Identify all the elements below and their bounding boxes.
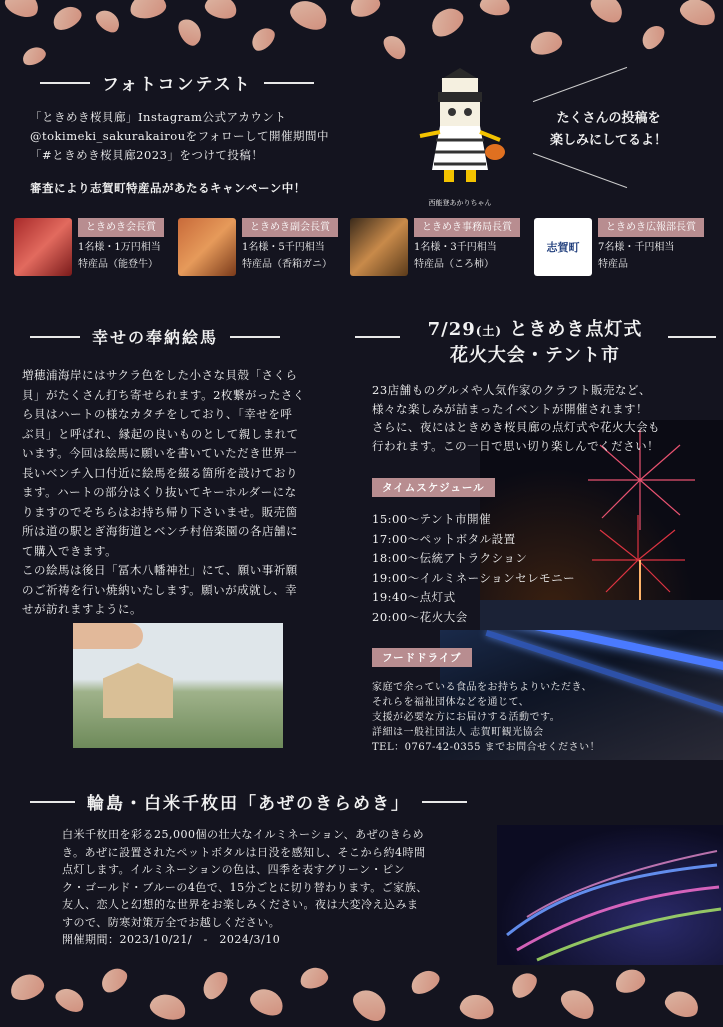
rice-line: すので、防寒対策万全でお越しください。 [62,915,281,929]
award-item [178,218,338,280]
ema-line: せが訪れますように。 [22,602,142,616]
heading-rule [30,336,80,338]
speech-rule [533,153,627,188]
award-persimmon-image [350,218,408,276]
photo-contest-body [30,108,390,198]
heading-rule [422,801,467,803]
schedule-item: 20:00～花火大会 [372,609,468,624]
ema-plaque [103,663,173,718]
mascot-caption: 西能登あかりちゃん [428,199,492,207]
hand [73,623,143,649]
heading-rule [40,82,90,84]
rice-line: 白米千枚田を彩る25,000個の壮大なイルミネーション、あぜのきらめ [62,828,425,841]
food-line: 詳細は一般社団法人 志賀町観光協会 [372,727,544,738]
award-crab-image [178,218,236,276]
award-prize: 特産品（能登牛） [78,259,158,270]
ema-line: ら貝はハートの様なカタチをしており、「幸せを呼 [22,407,293,421]
speech-line: たくさんの投稿を [556,111,661,126]
heading-rule [30,801,75,803]
heading-rule [264,82,314,84]
event-subtitle: 花火大会・テント市 [449,345,621,366]
ema-line: 所は道の駅とぎ海街道とベンチ村倍楽園の各店舗に [22,524,298,538]
contest-line: 「ときめき桜貝廊」Instagram公式アカウント [30,110,287,124]
heading-rule [668,336,716,338]
event-heading [360,315,710,367]
rice-terrace-body [62,826,492,949]
speech-rule [533,67,627,102]
schedule-label: タイムスケジュール [372,478,495,497]
logo-text: 志賀町 [546,241,580,254]
ema-body [22,366,342,620]
award-count: 1名様・5千円相当 [242,242,325,253]
award-count: 1名様・3千円相当 [414,242,497,253]
food-drive-label: フードドライブ [372,648,472,667]
event-desc-line: 行われます。この一日で思い切り楽しんでください！ [372,438,660,453]
ema-line: ぶ貝」と呼ばれ、縁起の良いものとして親しまれて [22,426,299,441]
schedule-item: 19:40～点灯式 [372,590,456,604]
schedule-item: 19:00～イルミネーションセレモニー [372,570,576,585]
rice-terrace-photo [497,825,723,965]
award-count: 7名様・千円相当 [598,242,675,253]
heading-rule [230,336,280,338]
award-prize: 特産品 [598,259,628,270]
ema-line: います。今回は絵馬に願いを書いていただき世界一 [22,446,298,460]
ema-line: この絵馬は後日「冨木八幡神社」にて、願い事祈願 [22,563,298,577]
schedule-item: 18:00～伝統アトラクション [372,551,528,565]
ema-line: 貝」がたくさん打ち寄せられます。2枚繋がったさく [22,387,305,402]
ema-photo [73,623,283,748]
contest-line: 「#ときめき桜貝廊2023」をつけて投稿！ [30,148,264,162]
event-desc-line: 23店舗ものグルメや人気作家のクラフト販売など、 [372,383,651,397]
mascot-illustration [400,60,520,210]
ema-title: 幸せの奉納絵馬 [92,328,219,347]
ema-heading [30,325,280,348]
photo-contest-heading [40,70,314,95]
speech-line: 楽しみにしてるよ！ [550,133,668,148]
speech-bubble [520,70,700,180]
heading-rule [355,336,400,338]
food-line: TEL：0767-42-0355 までお問合せください！ [372,742,601,753]
rice-line: き。あぜに設置されたペットボタルは日没を感知し、そこから約4時間 [62,845,426,859]
photo-contest-title: フォトコンテスト [102,75,252,95]
shika-logo [534,218,592,276]
award-item [534,218,704,280]
award-name: ときめき副会長賞 [242,218,338,237]
ema-line: 長いベンチ入口付近に絵馬を綴る箇所を設けており [22,465,298,480]
schedule-list [372,510,612,627]
award-item [350,218,520,280]
rice-terrace-title: 輪島・白米千枚田「あぜのきらめき」 [87,794,410,814]
event-date: 7/29 [427,319,476,340]
event-title: ときめき点灯式 [509,319,643,340]
rice-terrace-heading [30,789,467,814]
award-name: ときめき事務局長賞 [414,218,520,237]
award-name: ときめき広報部長賞 [598,218,704,237]
food-drive-text [372,680,672,755]
event-description [372,381,717,455]
schedule-item: 15:00～テント市開催 [372,512,492,526]
ema-line: ます。ハートの部分はくり抜いてキーホルダーにな [22,485,297,499]
ema-line: 増穂浦海岸にはサクラ色をした小さな貝殻「さくら [22,368,298,382]
event-day: (土) [475,324,503,338]
ema-line: りますのでそちらはお持ち帰り下さいませ。販売箇 [22,504,298,519]
food-line: 家庭で余っている食品をお持ちよりいただき、 [372,682,593,693]
contest-line: @tokimeki_sakurakairouをフォローして開催期間中 [30,129,330,143]
food-line: 支援が必要な方にお届けする活動です。 [372,712,561,723]
award-name: ときめき会長賞 [78,218,164,237]
schedule-item: 17:00～ペットボタル設置 [372,531,516,546]
rice-terrace-graphic [497,825,723,965]
rice-line: 友人、恋人と幻想的な世界をお楽しみください。夜は大変冷え込みま [62,898,419,911]
ema-line: て購入できます。 [22,543,118,558]
rice-line: 点灯します。イルミネーションの色は、四季を表すグリーン・ピン [62,863,406,876]
event-desc-line: 様々な楽しみが詰まったイベントが開催されます！ [372,401,648,416]
event-desc-line: さらに、夜にはときめき桜貝廊の点灯式や花火大会も [372,420,660,434]
ema-line: のご祈祷を行い焼納いたします。願いが成就し、幸 [22,582,298,597]
award-item [14,218,164,280]
food-line: それらを福祉団体などを通じて、 [372,697,530,708]
award-prize: 特産品（ころ柿） [414,259,494,270]
contest-line: 審査により志賀町特産品があたるキャンペーン中！ [30,181,306,195]
award-prize: 特産品（香箱ガニ） [242,259,332,270]
award-count: 1名様・1万円相当 [78,242,161,253]
award-beef-image [14,218,72,276]
rice-line: ク・ゴールド・ブルーの4色で、15分ごとに切り替わります。ご家族、 [62,880,428,894]
event-period: 開催期間：2023/10/21/ - 2024/3/10 [62,933,281,946]
